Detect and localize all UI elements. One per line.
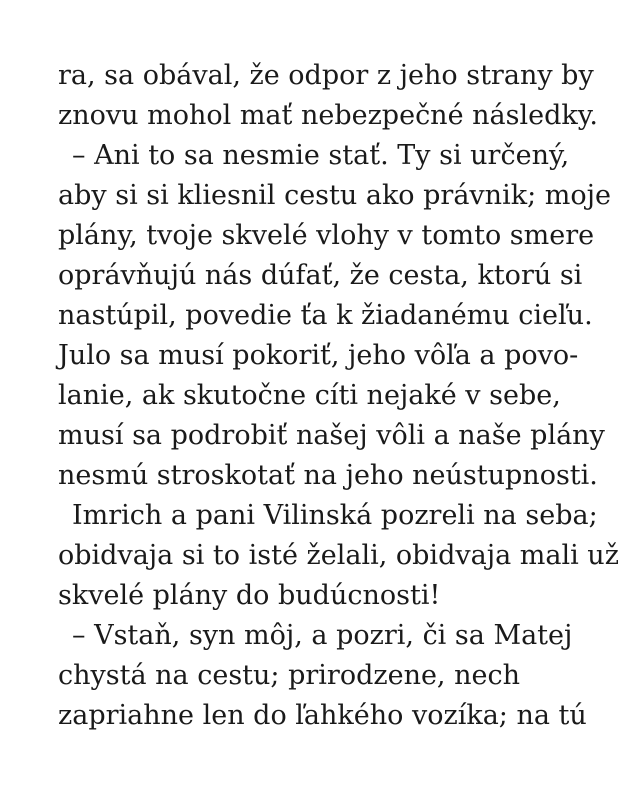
text-line-12: Imrich a pani Vilinská pozreli na seba;: [72, 500, 598, 531]
text-line-13: obidvaja si to isté želali, obidvaja mali už: [58, 540, 619, 571]
text-line-11: nesmú stroskotať na jeho neústupnosti.: [58, 460, 598, 491]
text-line-3: – Ani to sa nesmie stať. Ty si určený,: [72, 140, 570, 171]
text-line-4: aby si si kliesnil cestu ako právnik; moje: [58, 180, 611, 211]
text-line-10: musí sa podrobiť našej vôli a naše plány: [58, 420, 605, 451]
text-line-5: plány, tvoje skvelé vlohy v tomto smere: [58, 220, 595, 251]
text-line-15: – Vstaň, syn môj, a pozri, či sa Matej: [72, 620, 573, 651]
text-line-2: znovu mohol mať nebezpečné následky.: [58, 100, 598, 131]
body-text: [58, 56, 618, 736]
text-line-7: nastúpil, povedie ťa k žiadanému cieľu.: [58, 300, 593, 331]
text-line-14: skvelé plány do budúcnosti!: [58, 580, 441, 611]
text-line-8: Julo sa musí pokoriť, jeho vôľa a povo-: [58, 340, 579, 371]
text-line-6: oprávňujú nás dúfať, že cesta, ktorú si: [58, 260, 583, 291]
text-line-16: chystá na cestu; prirodzene, nech: [58, 660, 520, 691]
text-line-9: lanie, ak skutočne cíti nejaké v sebe,: [58, 380, 561, 411]
text-line-17: zapriahne len do ľahkého vozíka; na tú: [58, 700, 587, 731]
text-line-1: ra, sa obával, že odpor z jeho strany by: [58, 60, 594, 91]
